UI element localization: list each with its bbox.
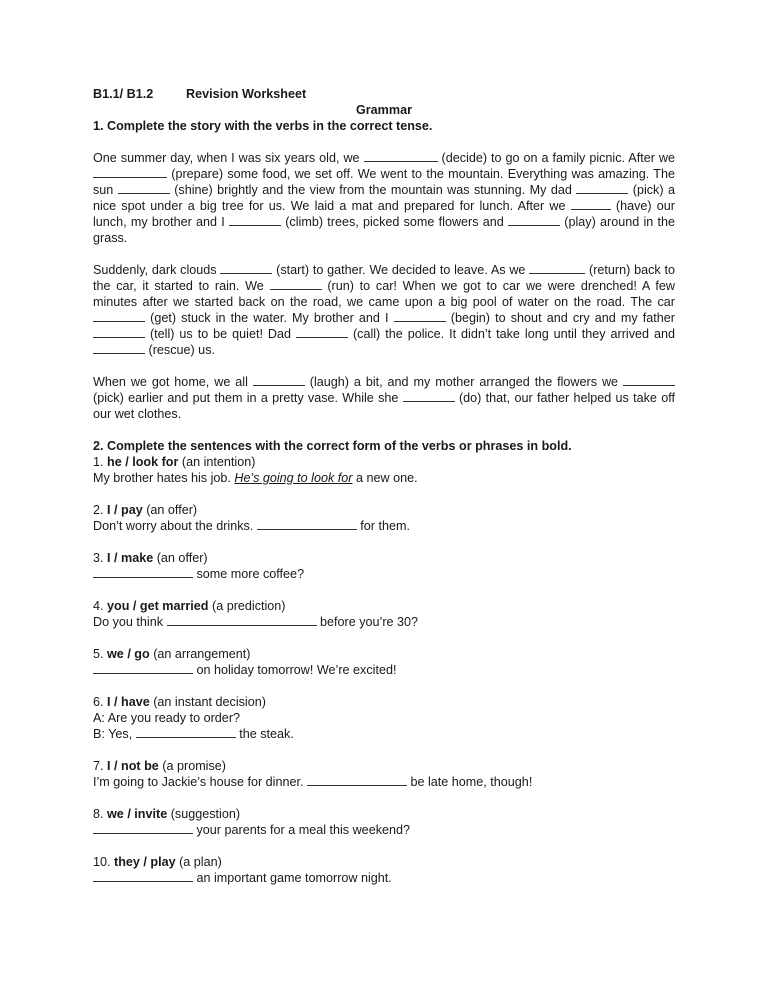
answer-blank[interactable]: [529, 263, 585, 274]
answer-blank[interactable]: [508, 215, 560, 226]
answer-blank[interactable]: [93, 663, 193, 674]
answer-blank[interactable]: [93, 567, 193, 578]
answer-blank[interactable]: [253, 375, 305, 386]
item-gap: [93, 486, 675, 502]
answer-blank[interactable]: [93, 167, 167, 178]
exercise-sentence: Don’t worry about the drinks. for them.: [93, 519, 410, 533]
section2-title: 2. Complete the sentences with the correct form of the verbs or phrases in bold.: [93, 439, 572, 453]
answer-blank[interactable]: [270, 279, 322, 290]
story-paragraph: Suddenly, dark clouds (start) to gather. We decided to leave. As we (return) back to the car, it started to rain. We (run) to car! When we got to car we were drenched! A few minutes after we started back on the road, we came upon a big pool of water on the road. The car (get) stuck in the water. My brother and I (begin) to shout and cry and my father (tell) us to be quiet! Dad (call) the police. It didn’t take long until they arrived and (rescue) us.: [93, 263, 676, 357]
exercise-sentence: I’m going to Jackie’s house for dinner. be late home, though!: [93, 775, 533, 789]
story-paragraph: One summer day, when I was six years old, we (decide) to go on a family picnic. After we (prepare) some food, we set off. We went to the mountain. Everything was amazing. The sun (shine) brightly and the view from the mountain was stunning. My dad (pick) a nice spot under a big tree for us. We laid a mat and prepared for lunch. After we (have) our lunch, my brother and I (climb) trees, picked some flowers and (play) around in the grass.: [93, 151, 675, 245]
answer-blank[interactable]: [403, 391, 455, 402]
cue-words: we / invite: [107, 807, 168, 821]
answer-blank[interactable]: [93, 327, 145, 338]
exercise-list: [93, 454, 675, 886]
exercise-sentence: Do you think before you’re 30?: [93, 615, 419, 629]
worksheet-header: [93, 86, 675, 102]
exercise-sentence: your parents for a meal this weekend?: [93, 822, 675, 838]
answer-blank[interactable]: [296, 327, 348, 338]
exercise-sentence: on holiday tomorrow! We’re excited!: [93, 662, 675, 678]
exercise-sentence: an important game tomorrow night.: [93, 870, 675, 886]
answer-blank[interactable]: [307, 775, 407, 786]
paragraph-gap: [93, 246, 675, 262]
exercise-cue: 8. we / invite (suggestion): [93, 807, 241, 821]
worksheet-page: [93, 86, 675, 886]
answer-blank[interactable]: [394, 311, 446, 322]
section1-title: 1. Complete the story with the verbs in the correct tense.: [93, 119, 433, 133]
story-text: [93, 150, 675, 422]
exercise-cue: 2. I / pay (an offer): [93, 503, 198, 517]
cue-words: we / go: [107, 647, 150, 661]
exercise-sentence: My brother hates his job. He’s going to look for a new one.: [93, 471, 418, 485]
example-answer: He’s going to look for: [234, 471, 353, 485]
answer-blank[interactable]: [93, 871, 193, 882]
answer-blank[interactable]: [571, 199, 611, 210]
answer-blank[interactable]: [257, 519, 357, 530]
answer-blank[interactable]: [364, 151, 438, 162]
item-gap: [93, 630, 675, 646]
item-gap: [93, 534, 675, 550]
item-gap: [93, 838, 675, 854]
answer-blank[interactable]: [167, 615, 317, 626]
section-heading-grammar: Grammar: [355, 103, 412, 117]
item-gap: [93, 790, 675, 806]
cue-words: they / play: [114, 855, 176, 869]
exercise-cue: 1. he / look for (an intention): [93, 455, 256, 469]
answer-blank[interactable]: [93, 311, 145, 322]
answer-blank[interactable]: [229, 215, 281, 226]
exercise-cue: 10. they / play (a plan): [93, 855, 222, 869]
cue-words: I / have: [107, 695, 150, 709]
cue-words: I / not be: [107, 759, 159, 773]
exercise-sentence: B: Yes, the steak.: [93, 727, 294, 741]
answer-blank[interactable]: [93, 823, 193, 834]
worksheet-title: Revision Worksheet: [186, 87, 307, 101]
exercise-cue: 7. I / not be (a promise): [93, 759, 226, 773]
answer-blank[interactable]: [623, 375, 675, 386]
answer-blank[interactable]: [136, 727, 236, 738]
cue-words: I / make: [107, 551, 154, 565]
answer-blank[interactable]: [220, 263, 272, 274]
cue-words: he / look for: [107, 455, 179, 469]
exercise-cue: 5. we / go (an arrangement): [93, 647, 251, 661]
answer-blank[interactable]: [576, 183, 628, 194]
paragraph-gap: [93, 358, 675, 374]
answer-blank[interactable]: [93, 343, 145, 354]
item-gap: [93, 582, 675, 598]
exercise-cue: 4. you / get married (a prediction): [93, 599, 286, 613]
story-paragraph: When we got home, we all (laugh) a bit, and my mother arranged the flowers we (pick) earlier and put them in a pretty vase. While she (do) that, our father helped us take off our wet clothes.: [93, 375, 676, 421]
item-gap: [93, 678, 675, 694]
exercise-cue: 3. I / make (an offer): [93, 551, 208, 565]
exercise-sentence: some more coffee?: [93, 566, 675, 582]
item-gap: [93, 742, 675, 758]
cue-words: you / get married: [107, 599, 209, 613]
answer-blank[interactable]: [118, 183, 170, 194]
cue-words: I / pay: [107, 503, 143, 517]
level-label: B1.1/ B1.2: [93, 87, 154, 101]
exercise-sentence: A: Are you ready to order?: [93, 711, 241, 725]
exercise-cue: 6. I / have (an instant decision): [93, 695, 266, 709]
